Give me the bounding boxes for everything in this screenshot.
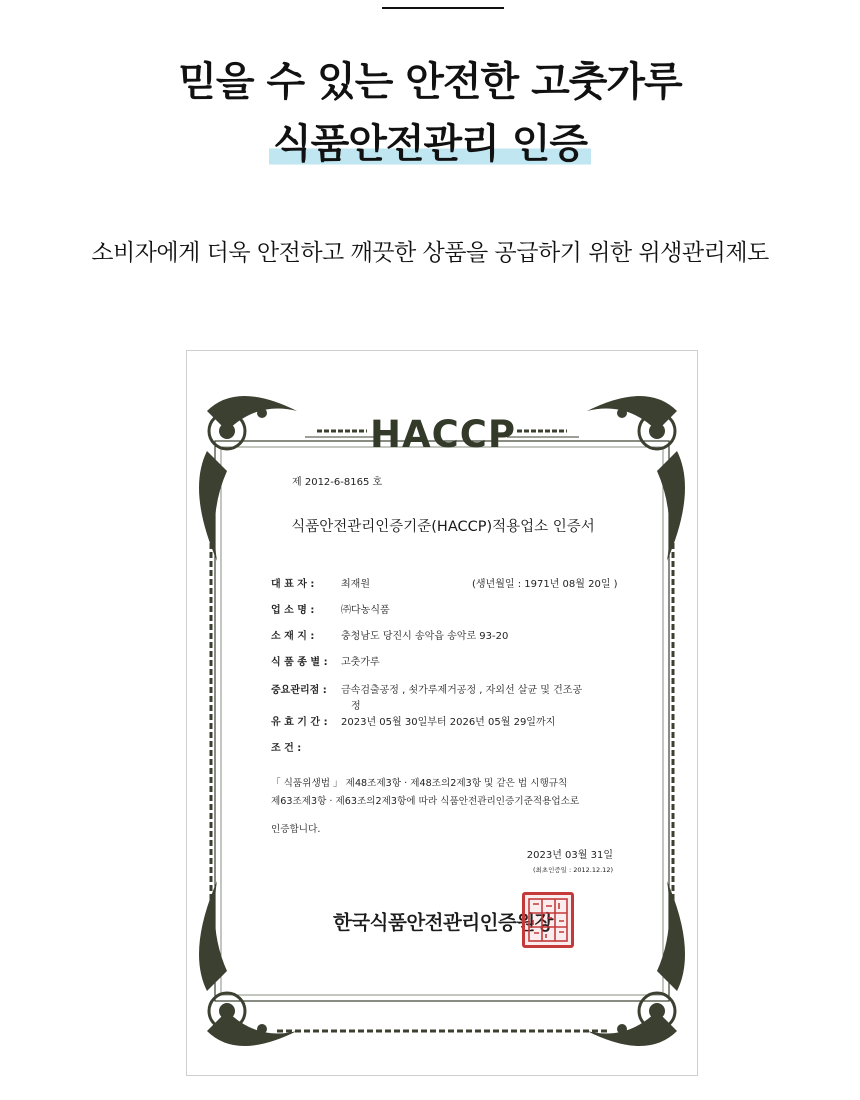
representative-birthdate: (생년월일 : 1971년 08월 20일 ) — [472, 579, 618, 590]
legal-text-line2: 제63조제3항 · 제63조의2제3항에 따라 식품안전관리인증기준적용업소로 — [271, 796, 580, 807]
validity-value: 2023년 05월 30일부터 2026년 05월 29일까지 — [341, 717, 556, 728]
haccp-logo: HACCP — [369, 413, 517, 456]
food-type-label: 식 품 종 별 : — [271, 657, 328, 668]
address-value: 충청남도 당진시 송악읍 송악로 93-20 — [341, 631, 509, 642]
first-certification-date: (최초인증일 : 2012.12.12) — [532, 866, 613, 874]
legal-text-line3: 인증합니다. — [271, 824, 321, 835]
food-type-value: 고춧가루 — [341, 657, 380, 668]
corner-ornament-bottom-right — [587, 881, 685, 1046]
highlighted-title: 식품안전관리 인증 — [269, 112, 591, 169]
page-subtitle: 소비자에게 더욱 안전하고 깨끗한 상품을 공급하기 위한 위생관리제도 — [91, 240, 769, 266]
representative-label: 대 표 자 : — [271, 579, 315, 590]
legal-text-line1: 「 식품위생법 」 제48조제3항 · 제48조의2제3항 및 같은 법 시행규칙 — [271, 778, 568, 789]
issue-date: 2023년 03월 31일 — [526, 850, 613, 861]
conditions-label: 조 건 : — [271, 743, 302, 754]
top-divider-line — [382, 7, 504, 9]
critical-control-label: 중요관리점 : — [271, 685, 327, 696]
corner-ornament-bottom-left — [199, 881, 297, 1046]
seal-pattern — [525, 895, 571, 945]
validity-label: 유 효 기 간 : — [271, 717, 328, 728]
critical-control-value-line1: 금속검출공정 , 쇳가루제거공정 , 자외선 살균 및 건조공 — [341, 685, 583, 696]
haccp-certificate-image — [186, 350, 698, 1076]
representative-value: 최재원 — [341, 579, 370, 590]
certificate-title: 식품안전관리인증기준(HACCP)적용업소 인증서 — [291, 519, 595, 535]
address-label: 소 재 지 : — [271, 631, 315, 642]
official-seal-stamp — [522, 892, 574, 948]
company-label: 업 소 명 : — [271, 605, 315, 616]
page-title-line2 — [0, 112, 860, 169]
company-value: ㈜다농식품 — [341, 605, 390, 616]
critical-control-value-line2: 정 — [351, 701, 361, 712]
certificate-number: 제 2012-6-8165 호 — [292, 477, 383, 488]
issuer-name: 한국식품안전관리인증원장 — [332, 911, 554, 934]
page-title-line1: 믿을 수 있는 안전한 고춧가루 — [178, 59, 682, 105]
